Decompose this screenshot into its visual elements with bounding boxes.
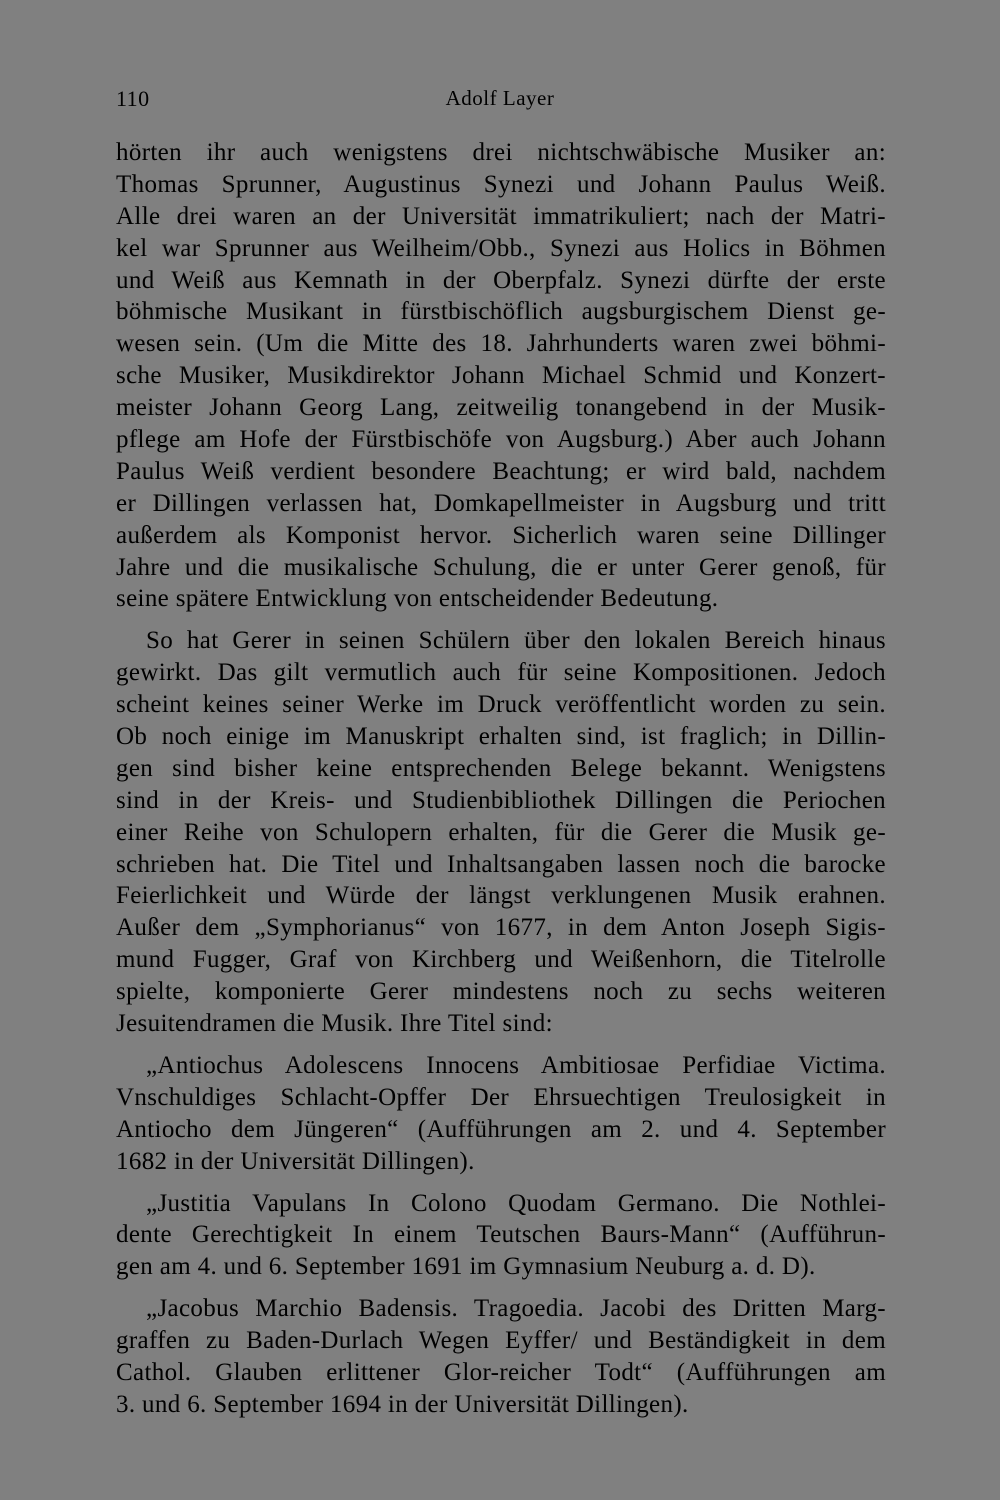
text-line: „Antiochus Adolescens Innocens Ambitiosae Perfidiae Victima. (146, 1051, 886, 1079)
text-line: „Justitia Vapulans In Colono Quodam Germano. Die Nothlei- (146, 1189, 886, 1217)
text-line: 1682 in der Universität Dillingen). (116, 1147, 475, 1175)
text-line: wesen sein. (Um die Mitte des 18. Jahrhunderts waren zwei böhmi- (116, 330, 886, 358)
paragraph-gap (116, 615, 886, 625)
text-line: seine spätere Entwicklung von entscheidender Bedeutung. (116, 585, 719, 613)
paragraph (116, 137, 886, 615)
body-text (116, 137, 886, 1421)
running-head-author: Adolf Layer (445, 86, 555, 110)
text-line: Jesuitendramen die Musik. Ihre Titel sind: (116, 1010, 553, 1038)
text-line: schrieben hat. Die Titel und Inhaltsangaben lassen noch die barocke (116, 850, 886, 878)
text-line: meister Johann Georg Lang, zeitweilig tonangebend in der Musik- (116, 394, 886, 422)
text-line: spielte, komponierte Gerer mindestens noch zu sechs weiteren (116, 978, 886, 1006)
text-line: gewirkt. Das gilt vermutlich auch für seine Kompositionen. Jedoch (116, 659, 886, 687)
paragraph-gap (116, 1178, 886, 1188)
page-header (116, 86, 884, 116)
text-line: dente Gerechtigkeit In einem Teutschen Baurs-Mann“ (Aufführun- (116, 1221, 886, 1249)
text-line: Vnschuldiges Schlacht-Opffer Der Ehrsuechtigen Treulosigkeit in (116, 1083, 886, 1111)
paragraph (116, 1293, 886, 1421)
text-line: scheint keines seiner Werke im Druck veröffentlicht worden zu sein. (116, 691, 886, 719)
text-line: pflege am Hofe der Fürstbischöfe von Augsburg.) Aber auch Johann (116, 426, 886, 454)
text-line: hörten ihr auch wenigstens drei nichtschwäbische Musiker an: (116, 139, 886, 166)
text-line: Cathol. Glauben erlittener Glor-reicher Todt“ (Aufführungen am (116, 1358, 886, 1386)
text-line: sind in der Kreis- und Studienbibliothek Dillingen die Periochen (116, 786, 886, 814)
text-line: Feierlichkeit und Würde der längst verklungenen Musik erahnen. (116, 882, 886, 910)
text-line: gen am 4. und 6. September 1691 im Gymnasium Neuburg a. d. D). (116, 1253, 816, 1281)
text-line: böhmische Musikant in fürstbischöflich augsburgischem Dienst ge- (116, 298, 886, 326)
text-line: Alle drei waren an der Universität immatrikuliert; nach der Matri- (116, 202, 886, 230)
text-line: gen sind bisher keine entsprechenden Belege bekannt. Wenigstens (116, 754, 886, 782)
text-line: er Dillingen verlassen hat, Domkapellmeister in Augsburg und tritt (116, 489, 886, 517)
paragraph (116, 1188, 886, 1284)
paragraph-gap (116, 1283, 886, 1293)
page-number: 110 (116, 86, 150, 111)
text-line: außerdem als Komponist hervor. Sicherlich waren seine Dillinger (116, 521, 886, 549)
paragraph-gap (116, 1040, 886, 1050)
paragraph (116, 1050, 886, 1178)
text-line: kel war Sprunner aus Weilheim/Obb., Synezi aus Holics in Böhmen (116, 234, 886, 262)
text-line: und Weiß aus Kemnath in der Oberpfalz. Synezi dürfte der erste (116, 266, 886, 294)
paragraph (116, 625, 886, 1040)
text-line: einer Reihe von Schulopern erhalten, für die Gerer die Musik ge- (116, 818, 886, 846)
text-line: 3. und 6. September 1694 in der Universität Dillingen). (116, 1390, 689, 1418)
text-line: Thomas Sprunner, Augustinus Synezi und Johann Paulus Weiß. (116, 170, 886, 198)
text-line: Paulus Weiß verdient besondere Beachtung; er wird bald, nachdem (116, 457, 886, 485)
text-line: Ob noch einige im Manuskript erhalten sind, ist fraglich; in Dillin- (116, 723, 886, 751)
text-line: So hat Gerer in seinen Schülern über den lokalen Bereich hinaus (146, 627, 886, 655)
text-line: Antiocho dem Jüngeren“ (Aufführungen am 2. und 4. September (116, 1115, 886, 1143)
text-line: graffen zu Baden-Durlach Wegen Eyffer/ und Beständigkeit in dem (116, 1327, 886, 1355)
text-line: Jahre und die musikalische Schulung, die er unter Gerer genoß, für (116, 553, 886, 581)
text-line: Außer dem „Symphorianus“ von 1677, in dem Anton Joseph Sigis- (116, 914, 886, 942)
text-line: „Jacobus Marchio Badensis. Tragoedia. Jacobi des Dritten Marg- (146, 1295, 886, 1323)
text-line: mund Fugger, Graf von Kirchberg und Weißenhorn, die Titelrolle (116, 946, 886, 974)
text-line: sche Musiker, Musikdirektor Johann Michael Schmid und Konzert- (116, 362, 886, 390)
